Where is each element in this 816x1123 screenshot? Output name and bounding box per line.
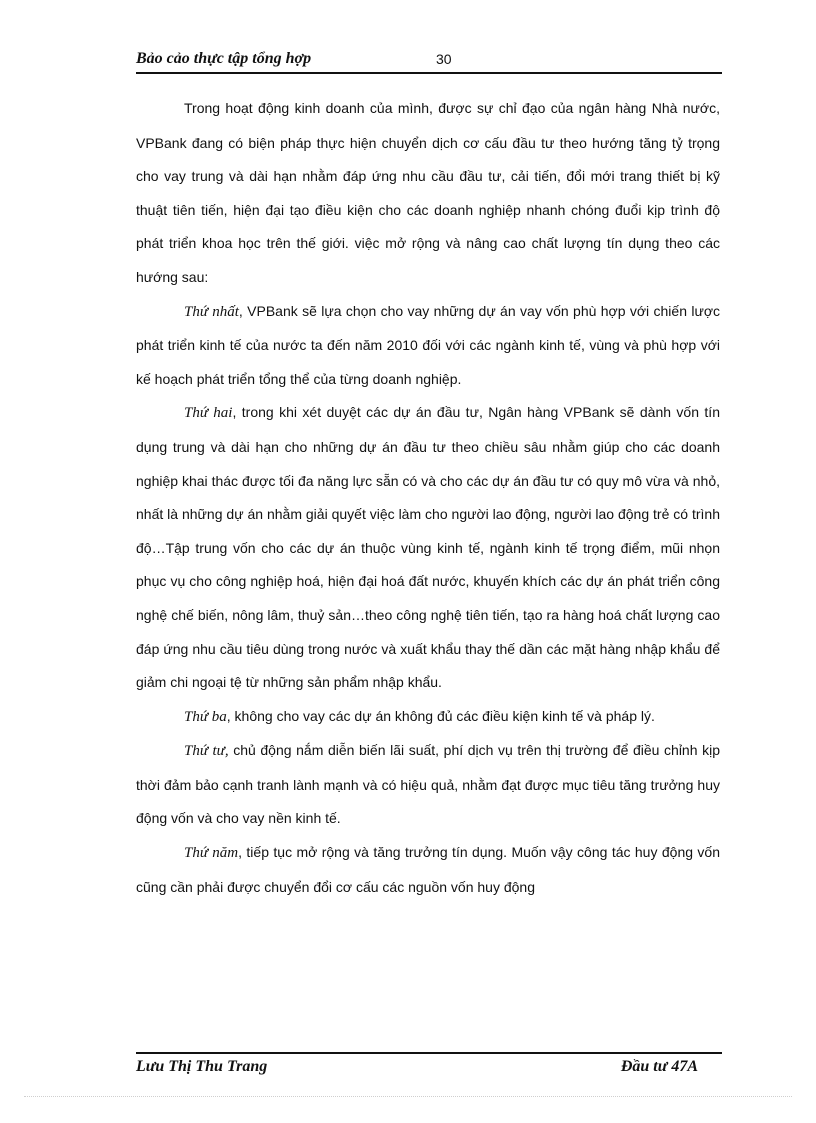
- paragraph-fourth: [136, 734, 720, 836]
- page-header: [136, 48, 722, 74]
- paragraph-text: Trong hoạt động kinh doanh của mình, được sự chỉ đạo của ngân hàng Nhà nước, VPBank đang có biện pháp thực hiện chuyển dịch cơ cấu đầu tư theo hướng tăng tỷ trọng cho vay trung và dài hạn nhằm đáp ứng nhu cầu đầu tư, cải tiến, đổi mới trang thiết bị kỹ thuật tiên tiến, hiện đại tạo điều kiện cho các doanh nghiệp nhanh chóng đuổi kịp trình độ phát triển khoa học trên thế giới. việc mở rộng và nâng cao chất lượng tín dụng theo các hướng sau:: [136, 100, 720, 285]
- paragraph-text: , VPBank sẽ lựa chọn cho vay những dự án vay vốn phù hợp với chiến lược phát triển kinh tế của nước ta đến năm 2010 đối với các ngành kinh tế, vùng và phù hợp với kế hoạch phát triển tổng thể của từng doanh nghiệp.: [136, 302, 720, 387]
- paragraph-text: , không cho vay các dự án không đủ các điều kiện kinh tế và pháp lý.: [226, 707, 655, 724]
- body-text: [136, 92, 720, 904]
- paragraph-second: [136, 396, 720, 699]
- class-name: Đầu tư 47A: [620, 1058, 698, 1075]
- paragraph-text: chủ động nắm diễn biến lãi suất, phí dịch vụ trên thị trường để điều chỉnh kịp thời đảm bảo cạnh tranh lành mạnh và có hiệu quả, nhằm đạt được mục tiêu tăng trưởng huy động vốn và cho vay nền kinh tế.: [136, 742, 721, 827]
- paragraph-intro: [136, 92, 720, 295]
- paragraph-text: , tiếp tục mở rộng và tăng trưởng tín dụng. Muốn vậy công tác huy động vốn cũng cần phải được chuyển đổi cơ cấu các nguồn vốn huy động: [136, 844, 720, 895]
- page-bottom-divider: [24, 1096, 792, 1097]
- paragraph-third: [136, 700, 720, 735]
- page-number: 30: [436, 51, 452, 67]
- paragraph-lead: Thứ tư,: [184, 743, 229, 760]
- paragraph-first: [136, 295, 720, 397]
- paragraph-lead: Thứ ba: [184, 708, 227, 725]
- author-name: Lưu Thị Thu Trang: [136, 1058, 268, 1075]
- page-footer: [136, 1052, 722, 1080]
- paragraph-lead: Thứ năm: [184, 845, 239, 862]
- paragraph-lead: Thứ nhất: [184, 303, 239, 320]
- report-title: Bảo cảo thực tập tổng hợp: [136, 50, 312, 67]
- paragraph-fifth: [136, 836, 720, 904]
- paragraph-text: , trong khi xét duyệt các dự án đầu tư, Ngân hàng VPBank sẽ dành vốn tín dụng trung và dài hạn cho những dự án đầu tư theo chiều sâu nhằm giúp cho các doanh nghiệp khai thác được tối đa năng lực sẵn có và cho các dự án đầu tư có quy mô vừa và nhỏ, nhất là những dự án nhằm giải quyết việc làm cho người lao động, người lao động trẻ có trình độ…Tập trung vốn cho các dự án thuộc vùng kinh tế, ngành kinh tế trọng điểm, mũi nhọn phục vụ cho công nghiệp hoá, hiện đại hoá đất nước, khuyến khích các dự án phát triển công nghệ chế biến, nông lâm, thuỷ sản…theo công nghệ tiên tiến, tạo ra hàng hoá chất lượng cao đáp ứng nhu cầu tiêu dùng trong nước và xuất khẩu thay thế dần các mặt hàng nhập khẩu để giảm chi ngoại tệ từ những sản phẩm nhập khẩu.: [136, 404, 720, 691]
- paragraph-lead: Thứ hai: [184, 405, 233, 422]
